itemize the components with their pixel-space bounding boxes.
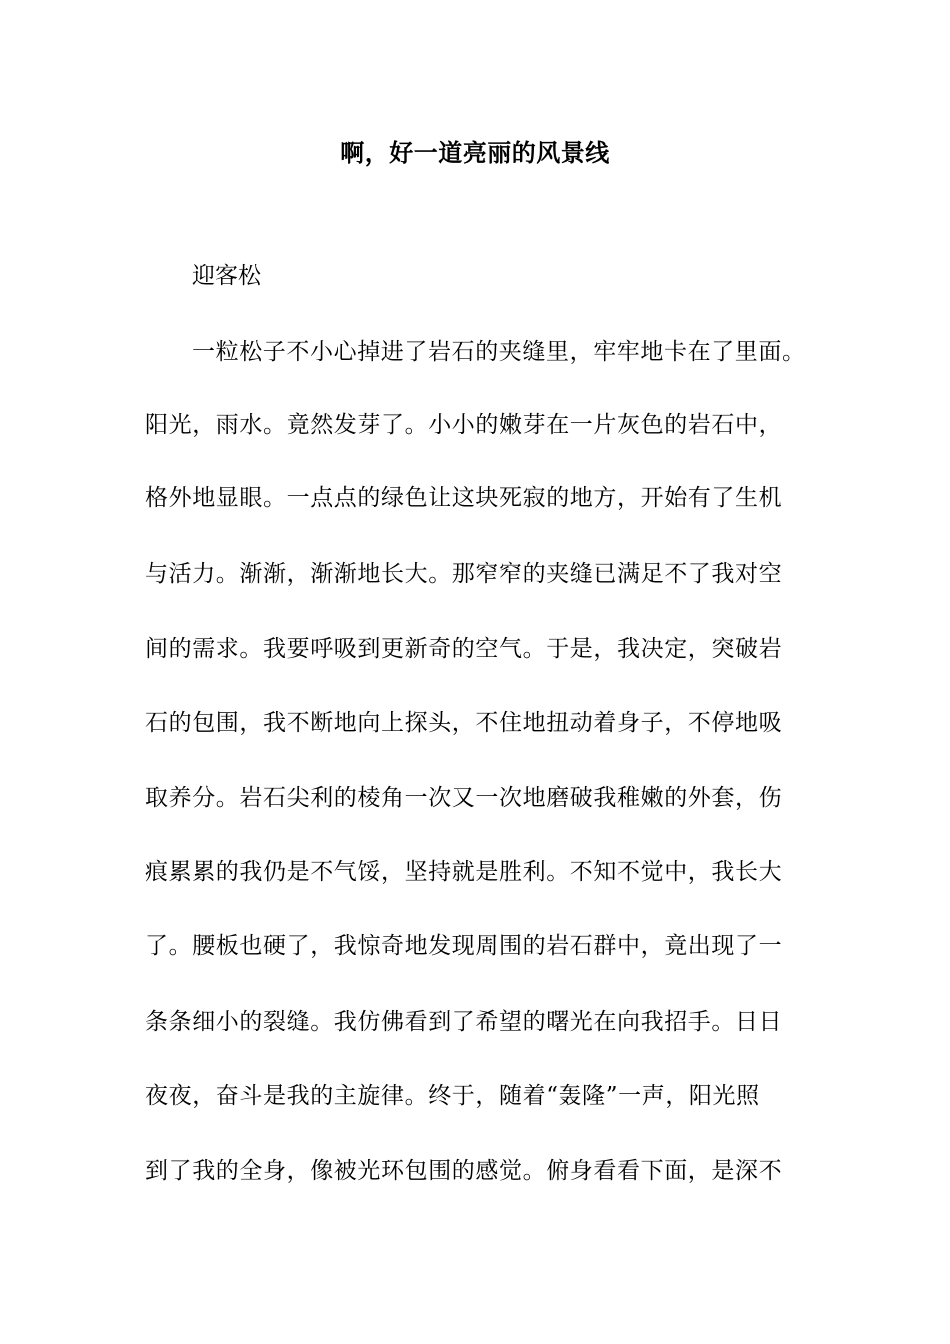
text-line: 间的需求。我要呼吸到更新奇的空气。于是，我决定，突破岩 bbox=[145, 636, 783, 662]
text-line: 夜夜，奋斗是我的主旋律。终于，随着“轰隆”一声，阳光照 bbox=[145, 1083, 760, 1109]
text-line: 痕累累的我仍是不气馁，坚持就是胜利。不知不觉中，我长大 bbox=[145, 859, 783, 885]
text-line: 取养分。岩石尖利的棱角一次又一次地磨破我稚嫩的外套，伤 bbox=[145, 785, 783, 811]
document-title: 啊，好一道亮丽的风景线 bbox=[340, 138, 610, 167]
text-line: 条条细小的裂缝。我仿佛看到了希望的曙光在向我招手。日日 bbox=[145, 1009, 783, 1035]
text-line: 到了我的全身，像被光环包围的感觉。俯身看看下面，是深不 bbox=[145, 1158, 783, 1184]
text-line: 一粒松子不小心掉进了岩石的夹缝里，牢牢地卡在了里面。 bbox=[192, 339, 806, 365]
text-line: 与活力。渐渐，渐渐地长大。那窄窄的夹缝已满足不了我对空 bbox=[145, 561, 783, 587]
text-line: 格外地显眼。一点点的绿色让这块死寂的地方，开始有了生机 bbox=[145, 485, 783, 511]
text-line: 阳光，雨水。竟然发芽了。小小的嫩芽在一片灰色的岩石中， bbox=[145, 412, 783, 438]
document-subtitle: 迎客松 bbox=[192, 263, 261, 289]
text-line: 石的包围，我不断地向上探头，不住地扭动着身子，不停地吸 bbox=[145, 710, 783, 736]
text-line: 了。腰板也硬了，我惊奇地发现周围的岩石群中，竟出现了一 bbox=[145, 933, 783, 959]
